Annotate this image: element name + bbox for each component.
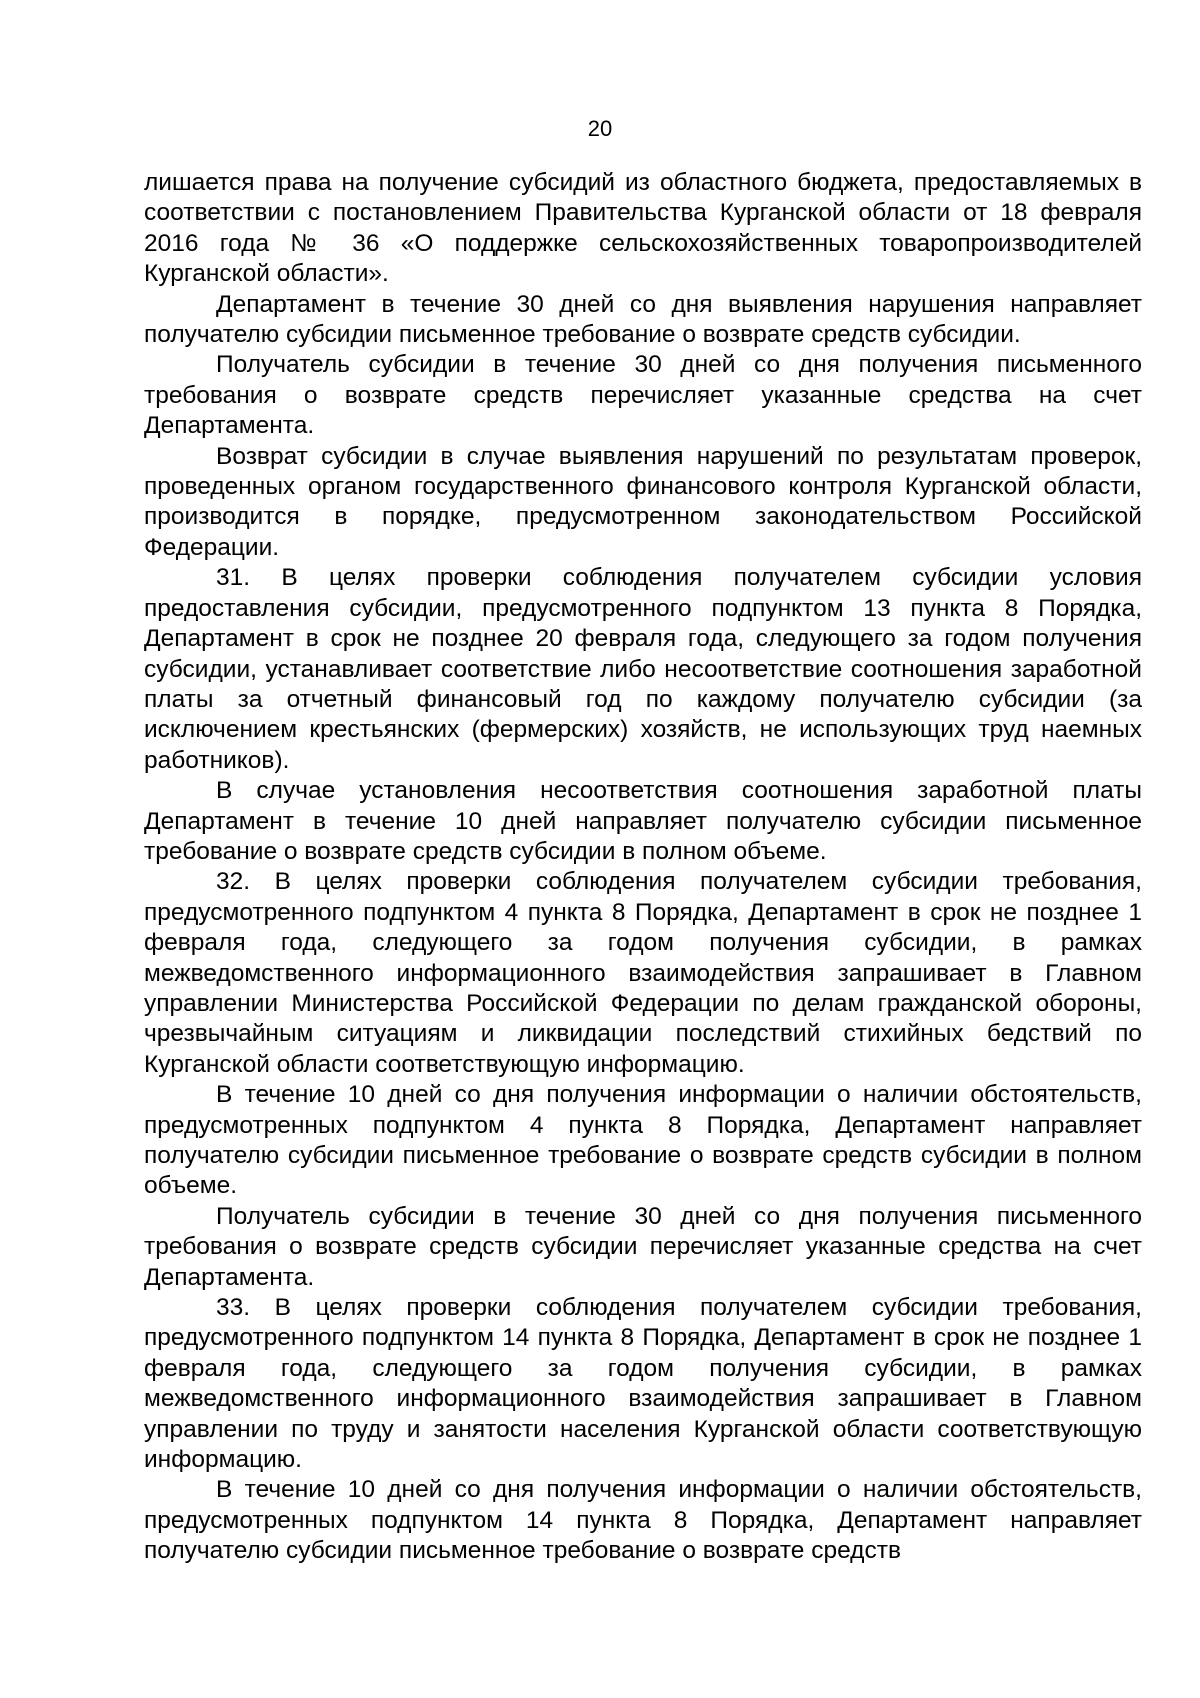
paragraph: Возврат субсидии в случае выявления нарушений по результатам проверок, проведенных органом государственного финансового контроля Курганской области, производится в порядке, предусмотренном законодательством Российской Федерации. xyxy=(144,442,1142,561)
paragraph: В течение 10 дней со дня получения информации о наличии обстоятельств, предусмотренных подпунктом 4 пункта 8 Порядка, Департамент направляет получателю субсидии письменное требование о возврате средств субсидии в полном объеме. xyxy=(144,1081,1142,1200)
paragraph: В течение 10 дней со дня получения информации о наличии обстоятельств, предусмотренных подпунктом 14 пункта 8 Порядка, Департамент направляет получателю субсидии письменное требование о возврате средств xyxy=(144,1476,1142,1565)
paragraph-item-32: 32. В целях проверки соблюдения получателем субсидии требования, предусмотренного подпунктом 4 пункта 8 Порядка, Департамент в срок не позднее 1 февраля года, следующего за годом получения субсидии, в рамках межведомственного информационного взаимодействия запрашивает в Главном управлении Министерства Российской Федерации по делам гражданской обороны, чрезвычайным ситуациям и ликвидации последствий стихийных бедствий по Курганской области соответствующую информацию. xyxy=(144,868,1142,1078)
paragraph-item-31: 31. В целях проверки соблюдения получателем субсидии условия предоставления субсидии, предусмотренного подпунктом 13 пункта 8 Порядка, Департамент в срок не позднее 20 февраля года, следующего за годом получения субсидии, устанавливает соответствие либо несоответствие соотношения заработной платы за отчетный финансовый год по каждому получателю субсидии (за исключением крестьянских (фермерских) хозяйств, не использующих труд наемных работников). xyxy=(144,564,1142,774)
paragraph: В случае установления несоответствия соотношения заработной платы Департамент в течение 10 дней направляет получателю субсидии письменное требование о возврате средств субсидии в полном объеме. xyxy=(144,777,1142,865)
paragraph: Департамент в течение 30 дней со дня выявления нарушения направляет получателю субсидии письменное требование о возврате средств субсидии. xyxy=(144,290,1142,349)
paragraph: Получатель субсидии в течение 30 дней со дня получения письменного требования о возврате средств субсидии перечисляет указанные средства на счет Департамента. xyxy=(144,1202,1142,1291)
document-body xyxy=(144,168,1142,1567)
page-number: 20 xyxy=(587,116,613,141)
paragraph: Получатель субсидии в течение 30 дней со дня получения письменного требования о возврате средств перечисляет указанные средства на счет Департамента. xyxy=(144,351,1142,440)
paragraph-item-33: 33. В целях проверки соблюдения получателем субсидии требования, предусмотренного подпунктом 14 пункта 8 Порядка, Департамент в срок не позднее 1 февраля года, следующего за годом получения субсидии, в рамках межведомственного информационного взаимодействия запрашивает в Главном управлении по труду и занятости населения Курганской области соответствующую информацию. xyxy=(144,1294,1142,1474)
paragraph-continuation: лишается права на получение субсидий из областного бюджета, предоставляемых в соответствии с постановлением Правительства Курганской области от 18 февраля 2016 года № 36 «О поддержке сельскохозяйственных товаропроизводителей Курганской области». xyxy=(144,169,1142,288)
